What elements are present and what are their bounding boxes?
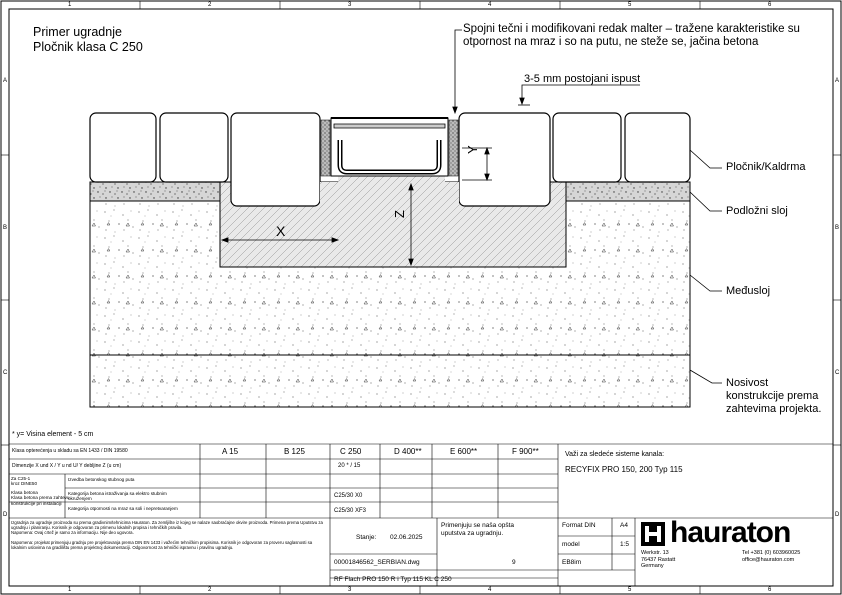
grid-row-a-right: A	[835, 78, 840, 84]
hauraton-logo: hauraton	[670, 516, 791, 549]
grid-col-5-bottom: 5	[628, 587, 632, 593]
file-name: RF Flach PRO 150 R i Typ 115 KL C 250	[334, 576, 452, 583]
grid-col-2-bottom: 2	[208, 587, 212, 593]
eb-code: EB8im	[562, 559, 582, 566]
mortar-right	[449, 120, 458, 176]
grid-col-3-bottom: 3	[348, 587, 352, 593]
grid-row-a: A	[3, 78, 8, 84]
channel-grate	[334, 124, 445, 128]
drawing-number: 00001846562_SERBIAN.dwg	[334, 559, 420, 566]
layer-label-sublayer: Podložni sloj	[726, 205, 788, 217]
status-date: 02.06.2025	[390, 534, 423, 541]
format-label: Format DIN	[562, 522, 596, 529]
mortar-left	[321, 120, 330, 176]
status-label: Stanje:	[356, 534, 377, 541]
table-grid	[9, 444, 833, 586]
concrete-desc-b: Kategorija betona istraživanja sa elektro stubnim okruženjem	[68, 491, 167, 502]
dims-row-label: Dimenzije X und X / Y u nd U/ Y debljine Z (u cm)	[12, 463, 122, 469]
legal-notes: Izgradnja za ugradnje proizvoda su prema gradivnim/tehnicima Hauraton. Za zemljište iz kojeg se nalaze saobraćajne okvire proizvoda. Primena prema Uputstvu za ugradnju i planiranju. Korisnik je odgovoran za primenu lokalnih propisa i tehničkih pravila. Napomena: Ovaj crtež je samo za informaciju. Nije deo ugovora. Napomena: projekat primenjuju gradnju pre projektovanja prema DIN EN 1433 i važećim tehničkim propisima. Korisnik je odgovoran za proveru saglasnosti sa lokalnim uslovima na gradilištu prema projektnoj dokumentaciji. Odgovornost za tehnički ispravnu i pravilnu ugradnju.	[11, 520, 323, 550]
dimension-z-label: Z	[392, 210, 407, 218]
grid-col-4: 4	[488, 2, 492, 8]
company-contact: Tel +381 (0) 603960025 office@hauraton.com	[742, 550, 801, 563]
concrete-label-a: Za C25-1 kroz DINE50	[11, 476, 38, 487]
gap-callout: 3-5 mm postojani ispust	[524, 73, 641, 85]
dims-row-value: 20 * / 15	[338, 463, 361, 469]
grid-col-4-bottom: 4	[488, 587, 492, 593]
grid-col-3: 3	[348, 2, 352, 8]
grid-col-6: 6	[768, 2, 772, 8]
class-e600: E 600**	[450, 447, 478, 456]
channel-haunch	[320, 176, 459, 206]
company-address: Werkstr. 13 76437 Rastatt Germany	[641, 550, 676, 569]
product-name: RECYFIX PRO 150, 200 Typ 115	[565, 465, 683, 474]
freeze-value: C25/30 XF3	[334, 508, 367, 514]
format-value: A4	[620, 522, 628, 529]
class-f900: F 900**	[512, 447, 539, 456]
freeze-desc: Kategorija otpornosti na mraz sa soli i nepretvaranjem	[68, 506, 178, 511]
layer-label-paving: Pločnik/Kaldrma	[726, 161, 806, 173]
model-label: model	[562, 541, 580, 548]
grid-col-1: 1	[68, 2, 72, 8]
concrete-value: C25/30 X0	[334, 493, 363, 499]
hauraton-logo-mark	[641, 522, 665, 546]
load-bearing-layer	[90, 355, 690, 407]
grid-col-5: 5	[628, 2, 632, 8]
layer-label-intermediate: Međusloj	[726, 285, 771, 297]
valid-for-label: Važi za sledeće sisteme kanala:	[565, 451, 665, 458]
class-c250: C 250	[340, 447, 362, 456]
layer-label-bearing: Nosivost konstrukcije prema zahtevima projekta.	[726, 377, 822, 415]
concrete-desc-a: Izvedba betonskog stubnog puta	[68, 477, 135, 482]
grid-row-d-right: D	[835, 512, 840, 518]
installation-instruction: Primenjuju se naša opšta uputstva za ugradnju.	[441, 522, 514, 537]
class-a15: A 15	[222, 447, 239, 456]
grid-col-6-bottom: 6	[768, 587, 772, 593]
grid-row-d: D	[3, 512, 8, 518]
mortar-callout: Spojni tečni i modifikovani redak malter – tražene karakteristike su otpornost na mraz i so na putu, ne steže se, jačina betona	[463, 23, 800, 48]
dimension-x-label: X	[276, 223, 286, 239]
grid-col-1-bottom: 1	[68, 587, 72, 593]
drawing-title: Primer ugradnje Pločnik klasa C 250	[33, 25, 143, 54]
model-value: 1:5	[620, 541, 630, 548]
dimension-y-label: Y	[465, 145, 480, 154]
grid-row-b: B	[3, 225, 8, 231]
class-d400: D 400**	[394, 447, 422, 456]
grid-row-c-right: C	[835, 370, 840, 376]
concrete-label-b: Klasa betona Klasa betona prema zahtevu konstrukcije pri instalaciji	[11, 490, 70, 506]
class-header: Klasa opterećenja u skladu sa EN 1433 / DIN 19580	[12, 448, 128, 454]
grid-row-b-right: B	[835, 225, 840, 231]
grid-col-2: 2	[208, 2, 212, 8]
class-b125: B 125	[284, 447, 305, 456]
sheet-number: 9	[512, 559, 516, 566]
grid-row-c: C	[3, 370, 8, 376]
footnote: * y= Visina element - 5 cm	[12, 431, 94, 438]
